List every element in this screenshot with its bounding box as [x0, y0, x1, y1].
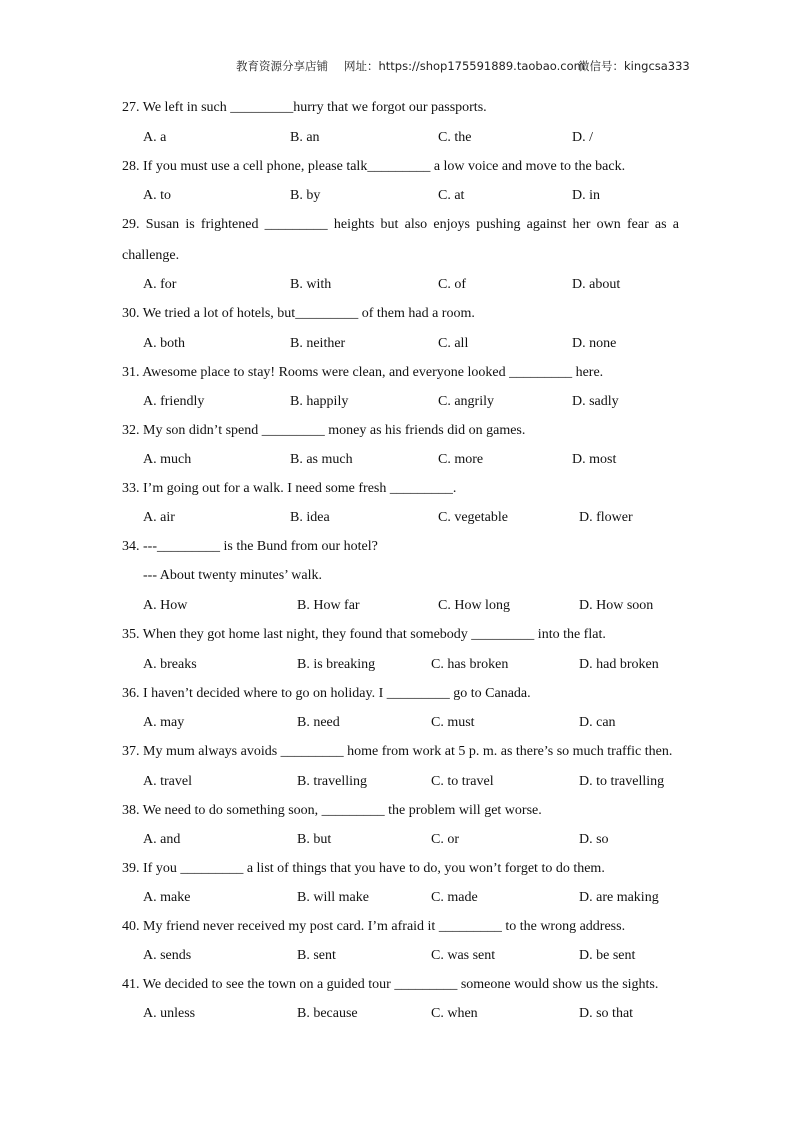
option-37-c: C. to travel	[431, 774, 494, 789]
option-38-d: D. so	[579, 832, 609, 847]
option-41-c: C. when	[431, 1006, 478, 1021]
option-40-d: D. be sent	[579, 948, 636, 963]
question-27: 27. We left in such _________hurry that we forgot our passports.	[122, 100, 487, 115]
option-34-a: A. How	[143, 598, 188, 613]
option-38-c: C. or	[431, 832, 459, 847]
option-28-b: B. by	[290, 188, 321, 203]
option-41-b: B. because	[297, 1006, 358, 1021]
option-37-a: A. travel	[143, 774, 192, 789]
option-36-a: A. may	[143, 715, 185, 730]
option-30-d: D. none	[572, 336, 617, 351]
option-39-c: C. made	[431, 890, 478, 905]
option-29-d: D. about	[572, 277, 621, 292]
option-29-a: A. for	[143, 277, 177, 292]
option-29-b: B. with	[290, 277, 332, 292]
option-39-d: D. are making	[579, 890, 659, 905]
question-41: 41. We decided to see the town on a guided tour _________ someone would show us the sights.	[122, 977, 659, 992]
option-28-c: C. at	[438, 188, 465, 203]
option-39-a: A. make	[143, 890, 191, 905]
question-32: 32. My son didn’t spend _________ money as his friends did on games.	[122, 423, 526, 438]
option-38-b: B. but	[297, 832, 332, 847]
option-29-c: C. of	[438, 277, 466, 292]
question-40: 40. My friend never received my post card. I’m afraid it _________ to the wrong address.	[122, 919, 626, 934]
option-33-a: A. air	[143, 510, 175, 525]
question-31: 31. Awesome place to stay! Rooms were clean, and everyone looked _________ here.	[122, 365, 604, 380]
option-27-c: C. the	[438, 130, 472, 145]
option-32-d: D. most	[572, 452, 617, 467]
option-37-d: D. to travelling	[579, 774, 665, 789]
option-35-b: B. is breaking	[297, 657, 376, 672]
option-41-a: A. unless	[143, 1006, 196, 1021]
option-38-a: A. and	[143, 832, 181, 847]
option-27-a: A. a	[143, 130, 167, 145]
option-31-d: D. sadly	[572, 394, 619, 409]
question-33: 33. I’m going out for a walk. I need some fresh _________.	[122, 481, 457, 496]
question-38: 38. We need to do something soon, _________ the problem will get worse.	[122, 803, 542, 818]
option-32-b: B. as much	[290, 452, 353, 467]
option-28-a: A. to	[143, 188, 171, 203]
option-33-b: B. idea	[290, 510, 330, 525]
option-40-c: C. was sent	[431, 948, 496, 963]
option-37-b: B. travelling	[297, 774, 367, 789]
option-34-c: C. How long	[438, 598, 510, 613]
option-34-b: B. How far	[297, 598, 360, 613]
option-39-b: B. will make	[297, 890, 369, 905]
option-31-b: B. happily	[290, 394, 349, 409]
header-shop-name: 教育资源分享店铺	[236, 59, 328, 73]
option-27-d: D. /	[572, 130, 593, 145]
option-35-c: C. has broken	[431, 657, 509, 672]
option-28-d: D. in	[572, 188, 600, 203]
option-31-a: A. friendly	[143, 394, 205, 409]
option-30-c: C. all	[438, 336, 469, 351]
option-27-b: B. an	[290, 130, 320, 145]
question-34-answer-line: --- About twenty minutes’ walk.	[143, 568, 322, 583]
option-36-d: D. can	[579, 715, 616, 730]
question-30: 30. We tried a lot of hotels, but_________ of them had a room.	[122, 306, 475, 321]
option-31-c: C. angrily	[438, 394, 494, 409]
option-40-a: A. sends	[143, 948, 192, 963]
option-36-b: B. need	[297, 715, 340, 730]
question-37: 37. My mum always avoids _________ home from work at 5 p. m. as there’s so much traffic then.	[122, 744, 673, 759]
option-34-d: D. How soon	[579, 598, 654, 613]
question-39: 39. If you _________ a list of things that you have to do, you won’t forget to do them.	[122, 861, 605, 876]
option-35-a: A. breaks	[143, 657, 197, 672]
option-30-b: B. neither	[290, 336, 346, 351]
option-32-a: A. much	[143, 452, 192, 467]
option-32-c: C. more	[438, 452, 484, 467]
question-36: 36. I haven’t decided where to go on holiday. I _________ go to Canada.	[122, 686, 531, 701]
option-36-c: C. must	[431, 715, 475, 730]
option-40-b: B. sent	[297, 948, 336, 963]
question-28: 28. If you must use a cell phone, please talk_________ a low voice and move to the back.	[122, 159, 626, 174]
option-30-a: A. both	[143, 336, 185, 351]
header-url: 网址：https://shop175591889.taobao.com	[344, 59, 585, 73]
question-29: 29. Susan is frightened _________ heights but also enjoys pushing against her own fear as a	[122, 217, 679, 232]
question-34: 34. ---_________ is the Bund from our hotel?	[122, 539, 378, 554]
option-41-d: D. so that	[579, 1006, 634, 1021]
header-wechat: 微信号：kingcsa333	[578, 59, 690, 73]
option-35-d: D. had broken	[579, 657, 659, 672]
question-35: 35. When they got home last night, they found that somebody _________ into the flat.	[122, 627, 606, 642]
question-29-continued: challenge.	[122, 248, 180, 263]
option-33-d: D. flower	[579, 510, 633, 525]
option-33-c: C. vegetable	[438, 510, 508, 525]
